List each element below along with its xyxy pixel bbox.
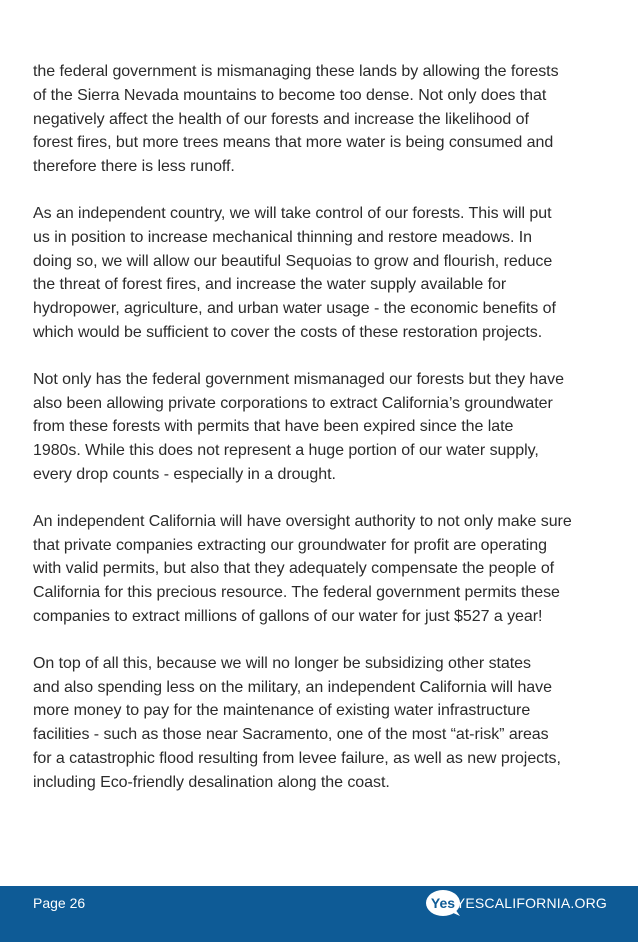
- text-line: companies to extract millions of gallons of our water for just $527 a year!: [33, 607, 543, 625]
- text-line: that private companies extracting our groundwater for profit are operating: [33, 536, 547, 554]
- text-line: forest fires, but more trees means that more water is being consumed and: [33, 134, 554, 152]
- paragraph-spacer: [33, 179, 613, 202]
- text-line: On top of all this, because we will no longer be subsidizing other states: [33, 654, 531, 672]
- text-line: 1980s. While this does not represent a huge portion of our water supply,: [33, 442, 539, 460]
- text-line: hydropower, agriculture, and urban water usage - the economic benefits of: [33, 300, 556, 318]
- text-line: every drop counts - especially in a drought.: [33, 465, 336, 483]
- paragraph-infrastructure: [33, 652, 613, 795]
- text-line: California for this precious resource. The federal government permits these: [33, 584, 560, 602]
- website-url: YESCALIFORNIA.ORG: [455, 895, 607, 911]
- page-number: Page 26: [33, 895, 86, 911]
- text-line: for a catastrophic flood resulting from levee failure, as well as new projects,: [33, 749, 561, 767]
- text-line: and also spending less on the military, an independent California will have: [33, 678, 552, 696]
- paragraph-groundwater-permits: [33, 368, 613, 487]
- text-line: which would be sufficient to cover the costs of these restoration projects.: [33, 323, 543, 341]
- paragraph-spacer: [33, 629, 613, 652]
- text-line: us in position to increase mechanical thinning and restore meadows. In: [33, 228, 533, 246]
- text-line: with valid permits, but also that they adequately compensate the people of: [33, 560, 555, 578]
- text-line: from these forests with permits that have been expired since the late: [33, 418, 514, 436]
- paragraph-spacer: [33, 345, 613, 368]
- text-line: doing so, we will allow our beautiful Sequoias to grow and flourish, reduce: [33, 252, 553, 270]
- logo-text: Yes: [430, 895, 456, 911]
- text-line: An independent California will have oversight authority to not only make sure: [33, 512, 572, 530]
- page-footer: [0, 886, 638, 942]
- text-line: the federal government is mismanaging these lands by allowing the forests: [33, 63, 559, 80]
- paragraph-oversight-authority: [33, 510, 613, 629]
- paragraph-spacer: [33, 487, 613, 510]
- text-line: facilities - such as those near Sacramento, one of the most “at-risk” areas: [33, 726, 549, 744]
- text-line: Not only has the federal government mismanaged our forests but they have: [33, 370, 564, 388]
- text-line: the threat of forest fires, and increase the water supply available for: [33, 276, 507, 294]
- paragraph-forest-density: [33, 60, 613, 179]
- text-line: negatively affect the health of our forests and increase the likelihood of: [33, 110, 529, 128]
- text-line: more money to pay for the maintenance of existing water infrastructure: [33, 702, 531, 720]
- text-line: As an independent country, we will take control of our forests. This will put: [33, 204, 552, 222]
- paragraph-forest-control: [33, 202, 613, 345]
- text-line: of the Sierra Nevada mountains to become too dense. Not only does that: [33, 86, 547, 104]
- text-line: including Eco-friendly desalination along the coast.: [33, 773, 390, 791]
- text-line: also been allowing private corporations to extract California’s groundwater: [33, 394, 553, 412]
- document-body: [33, 60, 613, 795]
- text-line: therefore there is less runoff.: [33, 158, 235, 176]
